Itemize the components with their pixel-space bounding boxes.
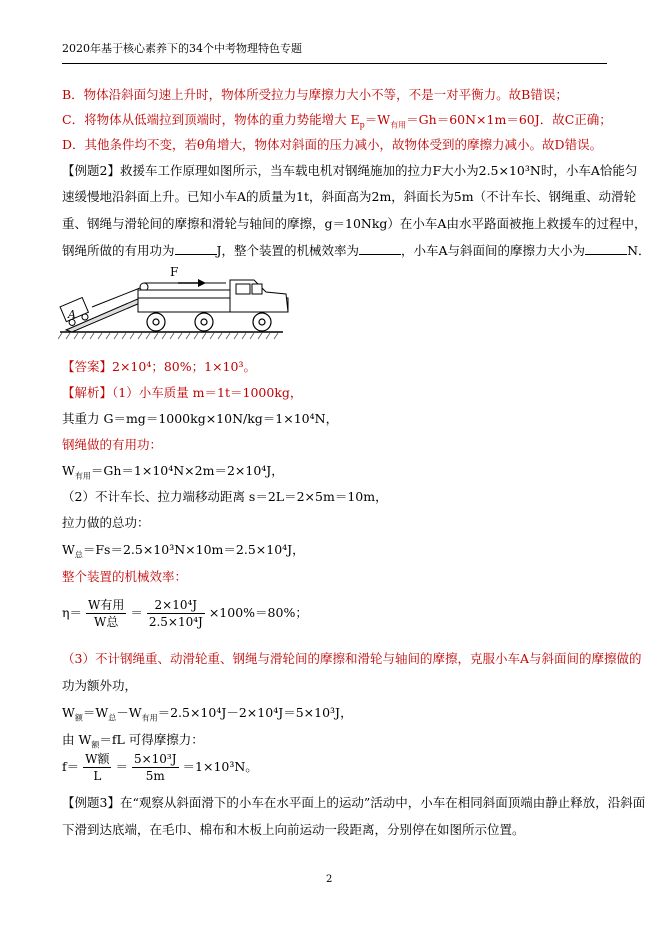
- answer-blank-1: [175, 254, 217, 255]
- analysis-l3: 钢绳做的有用功：: [62, 437, 163, 452]
- answer-blank-2: [359, 254, 401, 255]
- efficiency-formula: η＝ $\frac{\text{W有用}}{\text{W总}}$ ＝ $\frac{\text{2×10⁴J}}{\text{2.5×10⁴J}}$ ×100%＝80%；: [62, 598, 308, 629]
- answer-blank-3: [585, 254, 627, 255]
- analysis-l6: 拉力做的总功：: [62, 515, 150, 530]
- analysis-l1: 【解析】（1）小车质量 m＝1t＝1000kg，: [62, 385, 303, 400]
- analysis-l5: （2）不计车长、拉力端移动距离 s＝2L＝2×5m＝10m，: [62, 489, 388, 504]
- fraction-values: $\frac{\text{2×10⁴J}}{\text{2.5×10⁴J}}$: [148, 598, 203, 629]
- force-label: F: [170, 265, 179, 279]
- analysis-l9: （3）不计钢绳重、动滑轮重、钢绳与滑轮间的摩擦和滑轮与轴间的摩擦，克服小车A与斜面间的摩擦做的: [62, 651, 642, 666]
- example2-line3: 重、钢绳与滑轮间的摩擦和滑轮与轴间的摩擦，g＝10Nkg）在小车A由水平路面被拖上救援车的过程中，: [62, 216, 647, 231]
- analysis-l2: 其重力 G＝mg＝1000kg×10N/kg＝1×10⁴N，: [62, 411, 339, 426]
- friction-formula: f＝ $\frac{\text{W额}}{L}$ ＝ $\frac{\text{5×10³J}}{5m}$ ＝1×10³N。: [62, 752, 258, 783]
- example2-line2: 速缓慢地沿斜面上升。已知小车A的质量为1t，斜面高为2m，斜面长为5m（不计车长、钢绳重、动滑轮: [62, 189, 637, 204]
- fraction-friction-values: $\frac{\text{5×10³J}}{5m}$: [133, 752, 177, 783]
- analysis-l8: 整个装置的机械效率：: [62, 569, 188, 584]
- fraction-extra-work-over-length: $\frac{\text{W额}}{L}$: [85, 752, 110, 783]
- example3-line2: 下滑到达底端，在毛巾、棉布和木板上向前运动一段距离，分别停在如图所示位置。: [62, 822, 525, 837]
- page-header: 2020年基于核心素养下的34个中考物理特色专题: [62, 42, 302, 55]
- example3-line1: 【例题3】在“观察从斜面滑下的小车在水平面上的运动”活动中，小车在相同斜面顶端由静止释放，沿斜面: [62, 795, 646, 810]
- option-b: B．物体沿斜面匀速上升时，物体所受拉力与摩擦力大小不等，不是一对平衡力。故B错误；: [62, 87, 568, 102]
- example2-line4: 钢绳所做的有用功为 J，整个装置的机械效率为 ，小车A与斜面间的摩擦力大小为 N．: [62, 243, 651, 258]
- fraction-useful-over-total: $\frac{\text{W有用}}{\text{W总}}$: [87, 598, 125, 629]
- analysis-l11: $W_额=W_总-W_{有用}=2.5\times 10^4J-2\times 10^4J=5\times 10^3J$，: [62, 705, 353, 723]
- example2-line1: 【例题2】救援车工作原理如图所示，当车载电机对钢绳施加的拉力F大小为2.5×10³N时，小车A恰能匀: [62, 163, 638, 178]
- analysis-l4: $W_{有用}=Gh=1\times 10^4N\times 2m=2\times 10^4J$，: [62, 463, 284, 481]
- option-c: C．将物体从低端拉到顶端时，物体的重力势能增大 $E_p=W_{有用}=Gh=60N\times 1m=60J$．故C正确；: [62, 112, 612, 130]
- header-divider: [62, 63, 607, 64]
- answer-line: 【答案】2×10⁴；80%；1×10³。: [62, 359, 256, 374]
- page-number: 2: [326, 874, 333, 885]
- analysis-l12: 由 $W_额=fL$ 可得摩擦力：: [62, 732, 204, 750]
- car-a-label: A: [68, 308, 76, 321]
- rescue-truck-figure: [58, 262, 298, 346]
- analysis-l7: $W_总=Fs=2.5\times 10^3N\times 10m=2.5\times 10^4J$，: [62, 542, 305, 560]
- analysis-l10: 功为额外功，: [62, 678, 138, 693]
- option-d: D．其他条件均不变，若θ角增大，物体对斜面的压力减小，故物体受到的摩擦力减小。故D错误。: [62, 137, 603, 152]
